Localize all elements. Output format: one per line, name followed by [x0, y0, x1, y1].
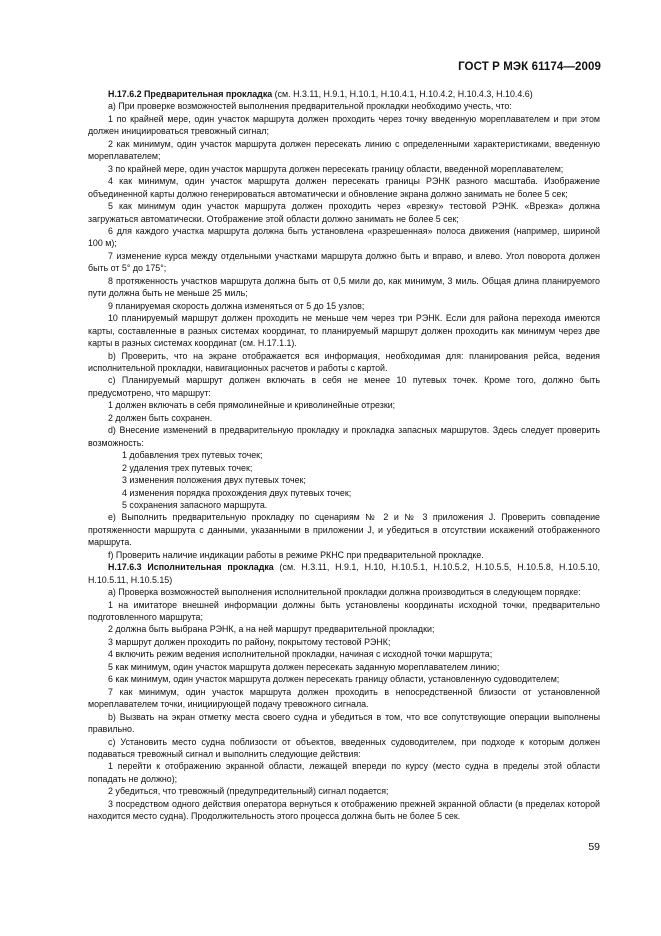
- clause-d: d) Внесение изменений в предварительную прокладку и прокладка запасных маршрутов. Здесь следует проверить возможность:: [88, 425, 600, 448]
- list-item: 1 по крайней мере, один участок маршрута должен проходить через точку введенную мореплавателем и при этом должен инициироваться тревожный сигнал;: [88, 113, 600, 137]
- section-heading: Н.17.6.3 Исполнительная прокладка: [108, 562, 274, 573]
- list-item: 1 перейти к отображению экранной области, лежащей впереди по курсу (место судна в пределы этой области попадать не должно);: [88, 761, 600, 784]
- list-item: 8 протяженность участков маршрута должна быть от 0,5 мили до, как минимум, 3 миль. Общая длина планируемого пути должна быть не меньше 25 миль;: [88, 275, 600, 299]
- list-item: 4 изменения порядка прохождения двух путевых точек;: [122, 487, 352, 498]
- list-item: 2 удаления трех путевых точек;: [122, 462, 253, 473]
- page-number: 59: [588, 841, 600, 853]
- list-item: 6 для каждого участка маршрута должна быть установлена «разрешенная» полоса движения (например, шириной 100 м);: [88, 225, 600, 249]
- document-body: [88, 88, 600, 823]
- clause-e: е) Выполнить предварительную прокладку по сценариям № 2 и № 3 приложения J. Проверить совпадение протяженности маршрута с данными, указанными в приложении J, и убедиться в отсутствии искажений отображенного маршрута.: [88, 512, 600, 548]
- document-header: ГОСТ Р МЭК 61174—2009: [458, 61, 601, 73]
- section-heading-paragraph: [88, 561, 600, 586]
- list-item: 5 как минимум, один участок маршрута должен пересекать заданную мореплавателем линию;: [108, 661, 500, 672]
- list-item: 5 как минимум один участок маршрута должен проходить через «врезку» тестовой РЭНК. «Врезка» должна загружаться автоматически. Отображение этой области должно занимать не более 5 сек;: [88, 201, 600, 224]
- clause-c: с) Планируемый маршрут должен включать в себя не менее 10 путевых точек. Кроме того, должно быть предусмотрено, что маршрут:: [88, 375, 600, 398]
- list-item: 3 посредством одного действия оператора вернуться к отображению прежней экранной области (в пределах которой находится место судна). Продолжительность этого процесса должна быть не более 5 сек.: [88, 798, 600, 822]
- section-refs: (см. Н.3.11, Н.9.1, Н.10.1, Н.10.4.1, Н.10.4.2, Н.10.4.3, Н.10.4.6): [272, 89, 533, 99]
- clause-b: b) Проверить, что на экране отображается вся информация, необходимая для: планирования рейса, ведения исполнительной прокладки, навигационных расчетов и работы с картой.: [88, 350, 600, 373]
- section-heading: Н.17.6.2 Предварительная прокладка: [108, 89, 273, 99]
- list-item: 2 убедиться, что тревожный (предупредительный) сигнал подается;: [108, 786, 389, 797]
- list-item: 4 как минимум, один участок маршрута должен пересекать границы РЭНК разного масштаба. Изображение объединенной карты должно генерироваться автоматически и обновление экрана должно занимать не более 5 сек;: [88, 176, 600, 199]
- section-heading-paragraph: [88, 88, 600, 100]
- clause-b: b) Вызвать на экран отметку места своего судна и убедиться в том, что все сопутствующие операции выполнены правильно.: [88, 711, 600, 735]
- list-item: 4 включить режим ведения исполнительной прокладки, начиная с исходной точки маршрута;: [108, 649, 493, 660]
- list-item: 2 должен быть сохранен.: [108, 412, 213, 423]
- clause-f: f) Проверить наличие индикации работы в режиме РКНС при предварительной прокладке.: [108, 549, 484, 560]
- list-item: 10 планируемый маршрут должен проходить не меньше чем через три РЭНК. Если для района перехода имеются карты, составленные в разных системах координат, то планируемый маршрут должен проходить как минимум через две карты в разных системах координат (см. Н.17.1.1).: [88, 313, 600, 349]
- list-item: 5 сохранения запасного маршрута.: [122, 499, 268, 510]
- list-item: 2 как минимум, один участок маршрута должен пересекать линию с определенными характеристиками, введенную мореплавателем;: [88, 138, 600, 162]
- list-item: 1 добавления трех путевых точек;: [122, 450, 263, 461]
- clause-a: а) При проверке возможностей выполнения предварительной прокладки необходимо учесть, что:: [108, 101, 512, 112]
- list-item: 9 планируемая скорость должна изменяться от 5 до 15 узлов;: [108, 300, 365, 311]
- list-item: 3 маршрут должен проходить по району, покрытому тестовой РЭНК;: [108, 636, 391, 647]
- list-item: 3 по крайней мере, один участок маршрута должен пересекать границу области, введенной мореплавателем;: [108, 163, 564, 174]
- clause-a: а) Проверка возможностей выполнения исполнительной прокладки должна производиться в следующем порядке:: [108, 587, 581, 598]
- list-item: 1 должен включать в себя прямолинейные и криволинейные отрезки;: [108, 400, 396, 411]
- list-item: 3 изменения положения двух путевых точек;: [122, 475, 306, 486]
- list-item: 7 изменение курса между отдельными участками маршрута должно быть и вправо, и влево. Угол поворота должен быть от 5° до 175°;: [88, 250, 600, 274]
- list-item: 2 должна быть выбрана РЭНК, а на ней маршрут предварительной прокладки;: [108, 624, 435, 635]
- list-item: 7 как минимум, один участок маршрута должен проходить в непосредственной близости от установленной мореплавателем точки, инициирующей подачу тревожного сигнала.: [88, 686, 600, 710]
- section-refs: (см. Н.3.11, Н.9.1, Н.10, Н.10.5.1, Н.10.5.2, Н.10.5.5, Н.10.5.8, Н.10.5.10, Н.10.5.11, Н.10.5.15): [88, 562, 600, 585]
- clause-c: с) Установить место судна поблизости от объектов, введенных судоводителем, при подходе к которым должен подаваться тревожный сигнал и выполнить следующие действия:: [88, 736, 600, 760]
- list-item: 6 как минимум, один участок маршрута должен пересекать границу области, установленную судоводителем;: [108, 674, 560, 685]
- list-item: 1 на имитаторе внешней информации должны быть установлены координаты исходной точки, предварительно подготовленного маршрута;: [88, 599, 600, 623]
